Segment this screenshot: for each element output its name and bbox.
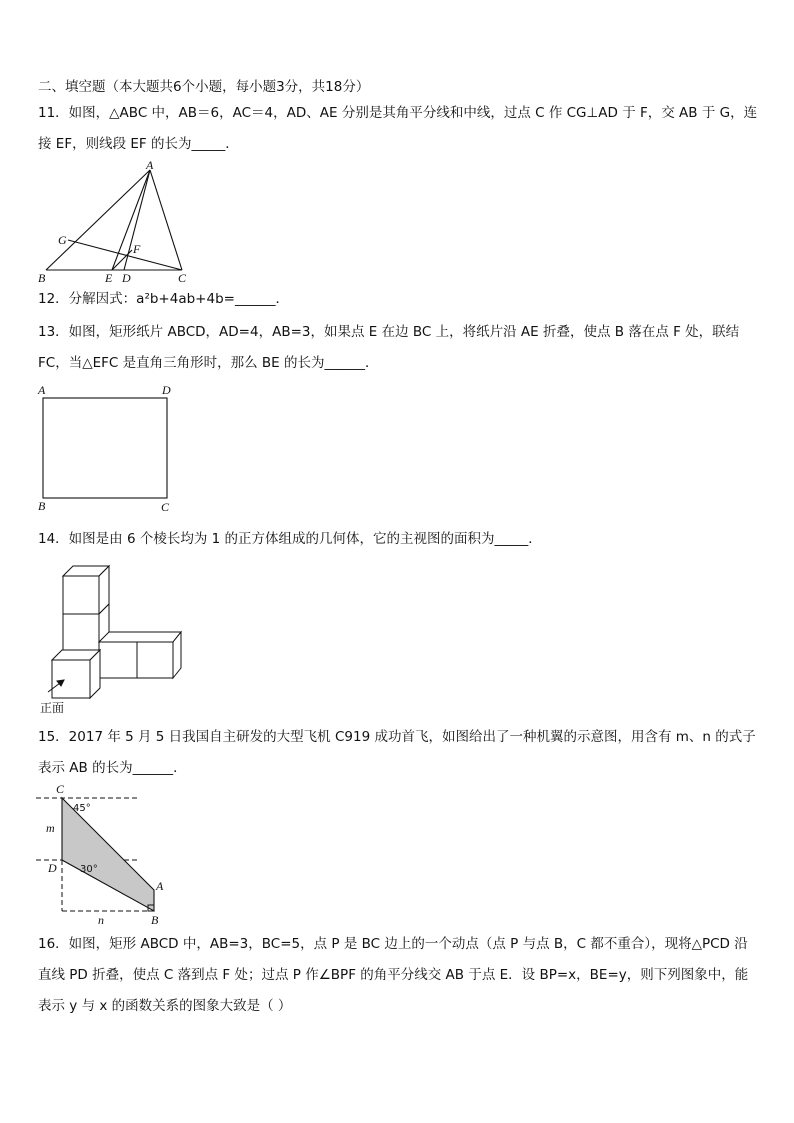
q15-angle-30: 30° xyxy=(80,864,98,875)
q11-label-b: B xyxy=(38,271,46,285)
q11-label-d: D xyxy=(122,271,131,285)
q15-line1: 15．2017 年 5 月 5 日我国自主研发的大型飞机 C919 成功首飞，如图给出了一种机翼的示意图，用含有 m、n 的式子 xyxy=(38,729,756,745)
q13-label-b: B xyxy=(38,499,46,513)
q13-line1: 13．如图，矩形纸片 ABCD，AD=4，AB=3，如果点 E 在边 BC 上，将纸片沿 AE 折叠，使点 B 落在点 F 处，联结 xyxy=(38,324,740,340)
q15-label-d: D xyxy=(48,861,57,875)
q11-label-e: E xyxy=(105,271,113,285)
q13-label-d: D xyxy=(162,383,171,397)
q11-label-f: F xyxy=(133,242,141,256)
q15-label-n: n xyxy=(98,913,104,927)
q15-wing-figure xyxy=(36,780,186,928)
q13-line2: FC，当△EFC 是直角三角形时，那么 BE 的长为______． xyxy=(38,355,379,371)
q15-angle-45: 45° xyxy=(73,803,91,814)
q11-line1: 11．如图，△ABC 中，AB＝6，AC＝4，AD、AE 分别是其角平分线和中线，过点 C 作 CG⊥AD 于 F，交 AB 于 G，连 xyxy=(38,105,758,121)
q11-label-g: G xyxy=(58,233,67,247)
q13-rectangle-figure xyxy=(34,382,184,514)
q15-label-m: m xyxy=(46,821,55,835)
q11-label-c: C xyxy=(178,271,187,285)
q14-text: 14．如图是由 6 个棱长均为 1 的正方体组成的几何体，它的主视图的面积为_____． xyxy=(38,531,542,547)
q16-line3: 表示 y 与 x 的函数关系的图象大致是（ ） xyxy=(38,998,292,1014)
q16-line2: 直线 PD 折叠，使点 C 落到点 F 处；过点 P 作∠BPF 的角平分线交 AB 于点 E．设 BP=x，BE=y，则下列图象中，能 xyxy=(38,967,749,983)
q15-label-b: B xyxy=(151,913,159,927)
q15-label-c: C xyxy=(56,782,65,796)
q15-line2: 表示 AB 的长为______． xyxy=(38,760,187,776)
q15-label-a: A xyxy=(156,879,164,893)
q13-label-a: A xyxy=(38,383,46,397)
q16-line1: 16．如图，矩形 ABCD 中，AB=3，BC=5，点 P 是 BC 边上的一个动点（点 P 与点 B，C 都不重合），现将△PCD 沿 xyxy=(38,936,748,952)
section-header: 二、填空题（本大题共6个小题，每小题3分，共18分） xyxy=(38,79,370,95)
q12-text: 12．分解因式：a²b+4ab+4b=______． xyxy=(38,291,289,307)
q11-label-a: A xyxy=(146,158,154,172)
q14-cubes-figure xyxy=(36,560,196,718)
q14-front-label: 正面 xyxy=(40,701,65,715)
q13-label-c: C xyxy=(161,500,170,514)
q11-triangle-figure xyxy=(36,158,196,288)
q11-line2: 接 EF，则线段 EF 的长为_____． xyxy=(38,136,239,152)
